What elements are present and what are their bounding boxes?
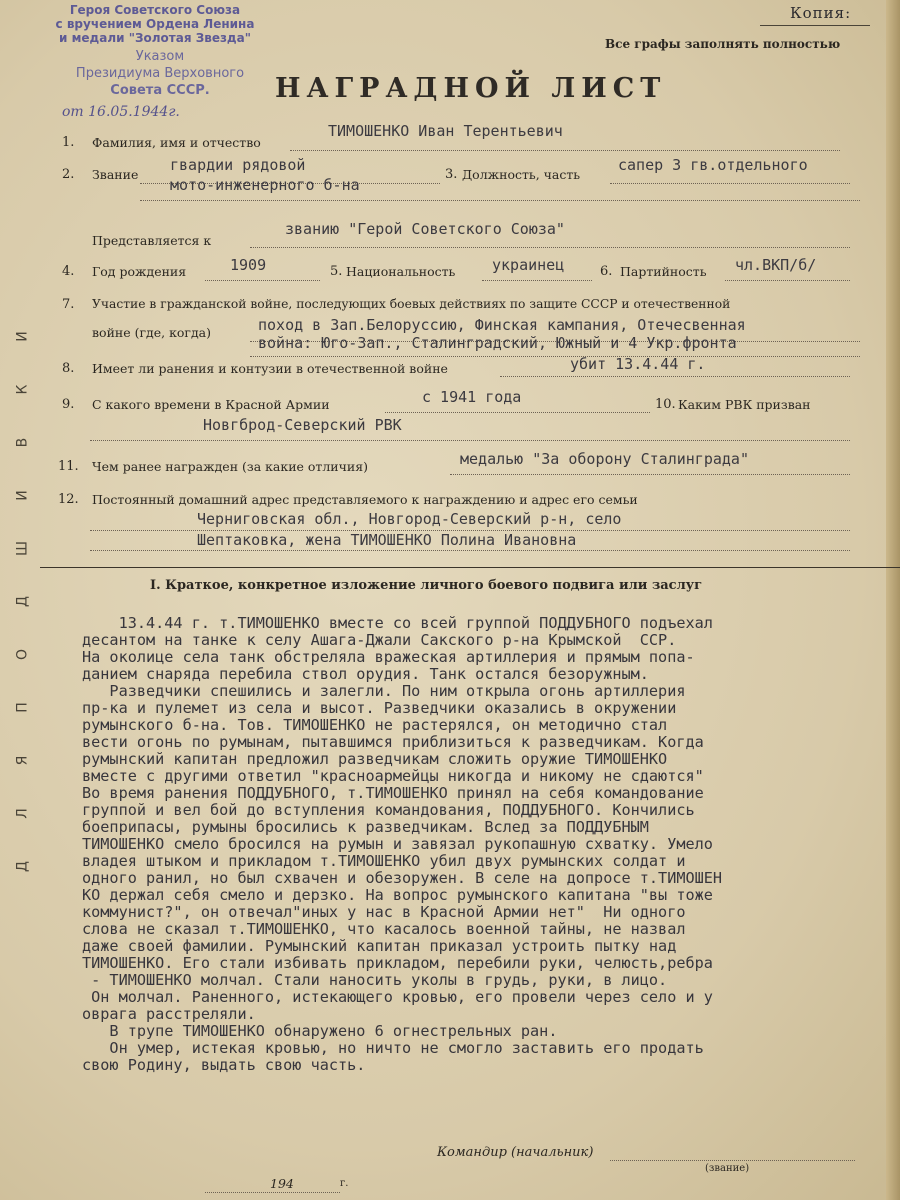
- field-5-number: 5.: [330, 264, 343, 279]
- narrative-line: вместе с другими ответил "красноармейцы никогда и никому не сдаются": [82, 767, 704, 785]
- stamp-line-1: Героя Советского Союза: [69, 3, 241, 17]
- field-11-value: медалью "За оборону Сталинграда": [460, 450, 749, 468]
- side-letter: О: [14, 648, 31, 661]
- side-letter: К: [14, 384, 31, 395]
- stamp-date: от 16.05.1944г.: [62, 104, 180, 120]
- field-9-line: [385, 412, 650, 413]
- field-4-number: 4.: [62, 264, 75, 279]
- narrative-line: румынского б-на. Тов. ТИМОШЕНКО не растерялся, он методично стал: [82, 716, 668, 734]
- field-4-value: 1909: [230, 256, 267, 274]
- presented-label: Представляется к: [92, 233, 212, 248]
- narrative-line: Во время ранения ПОДДУБНОГО, т.ТИМОШЕНКО принял на себя командование: [82, 784, 704, 802]
- field-8-label: Имеет ли ранения и контузии в отечественной войне: [92, 361, 448, 376]
- field-12-label: Постоянный домашний адрес представляемого к награждению и адрес его семьи: [92, 492, 638, 507]
- rank-label: (звание): [705, 1163, 750, 1174]
- narrative-line: десантом на танке к селу Ашага-Джали Сакского р-на Крымской ССР.: [82, 631, 677, 649]
- field-1-label: Фамилия, имя и отчество: [92, 135, 261, 150]
- field-10-label: Каким РВК призван: [678, 397, 811, 412]
- narrative-line: Разведчики спешились и залегли. По ним открыла огонь артиллерия: [82, 682, 686, 700]
- field-9-value: с 1941 года: [422, 388, 522, 406]
- narrative-line: коммунист?", он отвечал"иных у нас в Красной Армии нет" Ни одного: [82, 903, 686, 921]
- narrative-line: слова не сказал т.ТИМОШЕНКО, что касалось военной тайны, не назвал: [82, 920, 686, 938]
- field-7-label-2: войне (где, когда): [92, 325, 211, 340]
- field-2-number: 2.: [62, 167, 75, 182]
- copy-underline: [760, 25, 870, 26]
- side-letter: Д: [14, 596, 31, 607]
- field-6-label: Партийность: [620, 264, 707, 279]
- field-8-number: 8.: [62, 361, 75, 376]
- narrative-line: КО держал себя смело и дерзко. На вопрос румынского капитана "вы тоже: [82, 886, 713, 904]
- narrative-line: Он молчал. Раненного, истекающего кровью, его провели через село и у: [82, 988, 713, 1006]
- field-12-number: 12.: [58, 492, 79, 507]
- narrative-line: На околице села танк обстреляла вражеская артиллерия и прямым попа-: [82, 648, 695, 666]
- side-letter: И: [14, 490, 31, 501]
- copy-label: Копия:: [790, 4, 852, 22]
- date-line: [205, 1192, 340, 1193]
- field-5-line: [482, 280, 592, 281]
- narrative-line: оврага расстреляли.: [82, 1005, 256, 1023]
- field-12-value-1: Черниговская обл., Новгород-Северский р-н, село: [197, 510, 622, 528]
- stamp-line-6: Совета СССР.: [110, 83, 210, 98]
- document-title: НАГРАДНОЙ ЛИСТ: [275, 73, 667, 104]
- stamp-line-3: и медали "Золотая Звезда": [59, 31, 251, 45]
- presented-value: званию "Герой Советского Союза": [285, 220, 565, 238]
- field-3-number: 3.: [445, 167, 458, 182]
- field-10-value: Новгброд-Северский РВК: [203, 416, 402, 434]
- field-7-label-1: Участие в гражданской войне, последующих боевых действиях по защите СССР и отечественной: [92, 297, 731, 311]
- side-letter: Л: [14, 808, 31, 819]
- field-3-line: [610, 183, 850, 184]
- narrative-line: 13.4.44 г. т.ТИМОШЕНКО вместе со всей группой ПОДДУБНОГО подъехал: [82, 614, 713, 632]
- stamp-line-2: с вручением Ордена Ленина: [55, 17, 255, 31]
- commander-line: [610, 1160, 855, 1161]
- stamp-line-5: Президиума Верховного: [75, 66, 245, 81]
- field-1-line: [290, 150, 840, 151]
- section-heading: I. Краткое, конкретное изложение личного боевого подвига или заслуг: [150, 578, 703, 593]
- field-4-label: Год рождения: [92, 264, 187, 279]
- field-2-value-1: гвардии рядовой: [170, 156, 306, 174]
- side-letter: П: [14, 702, 31, 713]
- narrative-line: владея штыком и прикладом т.ТИМОШЕНКО убил двух румынских солдат и: [82, 852, 686, 870]
- field-5-value: украинец: [492, 256, 565, 274]
- date-year-suffix: г.: [340, 1178, 349, 1189]
- field-2-line-2: [140, 200, 860, 201]
- field-9-number: 9.: [62, 397, 75, 412]
- field-11-line: [450, 474, 850, 475]
- field-6-number: 6.: [600, 264, 613, 279]
- side-letter: Ш: [14, 541, 31, 556]
- narrative-line: - ТИМОШЕНКО молчал. Стали наносить уколы в грудь, руки, в лицо.: [82, 971, 668, 989]
- narrative-line: В трупе ТИМОШЕНКО обнаружено 6 огнестрельных ран.: [82, 1022, 558, 1040]
- narrative-line: румынский капитан предложил разведчикам сложить оружие ТИМОШЕНКО: [82, 750, 668, 768]
- field-7-number: 7.: [62, 297, 75, 312]
- field-7-value-1: поход в Зап.Белоруссию, Финская кампания, Отечесвенная: [258, 316, 746, 334]
- stamp-line-4: Указом: [135, 49, 185, 64]
- field-7-line-2: [250, 356, 860, 357]
- side-letter: Я: [14, 755, 31, 766]
- field-2-label: Звание: [92, 167, 139, 182]
- field-1-number: 1.: [62, 135, 75, 150]
- side-letter: Д: [14, 861, 31, 872]
- narrative-line: одного ранил, но был схвачен и обезоружен. В селе на допросе т.ТИМОШЕН: [82, 869, 723, 887]
- field-11-number: 11.: [58, 459, 79, 474]
- field-7-value-2: война: Юго-Зап., Сталинградский, Южный и 4 Укр.фронта: [258, 334, 737, 352]
- field-2-value-2: мото-инженерного б-на: [170, 176, 360, 194]
- narrative-line: боеприпасы, румыны бросились к разведчикам. Вслед за ПОДДУБНЫМ: [82, 818, 649, 836]
- field-3-value: сапер 3 гв.отдельного: [618, 156, 808, 174]
- field-8-line: [500, 376, 850, 377]
- field-8-value: убит 13.4.44 г.: [570, 355, 706, 373]
- field-12-value-2: Шептаковка, жена ТИМОШЕНКО Полина Ивановна: [197, 531, 577, 549]
- section-divider: [40, 567, 900, 568]
- field-10-line: [90, 440, 850, 441]
- field-1-value: ТИМОШЕНКО Иван Терентьевич: [328, 122, 563, 140]
- narrative-text: [82, 615, 722, 1074]
- commander-label: Командир (начальник): [437, 1145, 594, 1160]
- side-vertical-text: [12, 310, 34, 893]
- field-4-line: [205, 280, 320, 281]
- paper-edge: [886, 0, 900, 1200]
- narrative-line: данием снаряда перебила ствол орудия. Танк остался безоружным.: [82, 665, 649, 683]
- narrative-line: группой и вел бой до вступления командования, ПОДДУБНОГО. Кончились: [82, 801, 695, 819]
- narrative-line: ТИМОШЕНКО смело бросился на румын и завязал рукопашную схватку. Умело: [82, 835, 713, 853]
- narrative-line: ТИМОШЕНКО. Его стали избивать прикладом, перебили руки, челюсть,ребра: [82, 954, 713, 972]
- field-6-value: чл.ВКП/б/: [735, 256, 817, 274]
- award-stamp: [40, 3, 270, 45]
- field-6-line: [725, 280, 850, 281]
- field-5-label: Национальность: [346, 264, 456, 279]
- narrative-line: даже своей фамилии. Румынский капитан приказал устроить пытку над: [82, 937, 677, 955]
- instruction-text: Все графы заполнять полностью: [605, 37, 841, 51]
- field-3-label: Должность, часть: [462, 167, 581, 182]
- side-letter: В: [14, 437, 31, 448]
- field-11-label: Чем ранее награжден (за какие отличия): [92, 459, 368, 474]
- decree-stamp: [55, 48, 265, 99]
- date-year: 194: [270, 1176, 294, 1191]
- presented-line: [250, 247, 850, 248]
- narrative-line: пр-ка и пулемет из села и высот. Разведчики оказались в окружении: [82, 699, 677, 717]
- field-12-line-2: [90, 550, 850, 551]
- field-9-label: С какого времени в Красной Армии: [92, 397, 330, 412]
- narrative-line: вести огонь по румынам, пытавшимся приблизиться к разведчикам. Когда: [82, 733, 704, 751]
- side-letter: И: [14, 331, 31, 342]
- field-10-number: 10.: [655, 397, 676, 412]
- narrative-line: свою Родину, выдать свою часть.: [82, 1056, 366, 1074]
- narrative-line: Он умер, истекая кровью, но ничто не смогло заставить его продать: [82, 1039, 704, 1057]
